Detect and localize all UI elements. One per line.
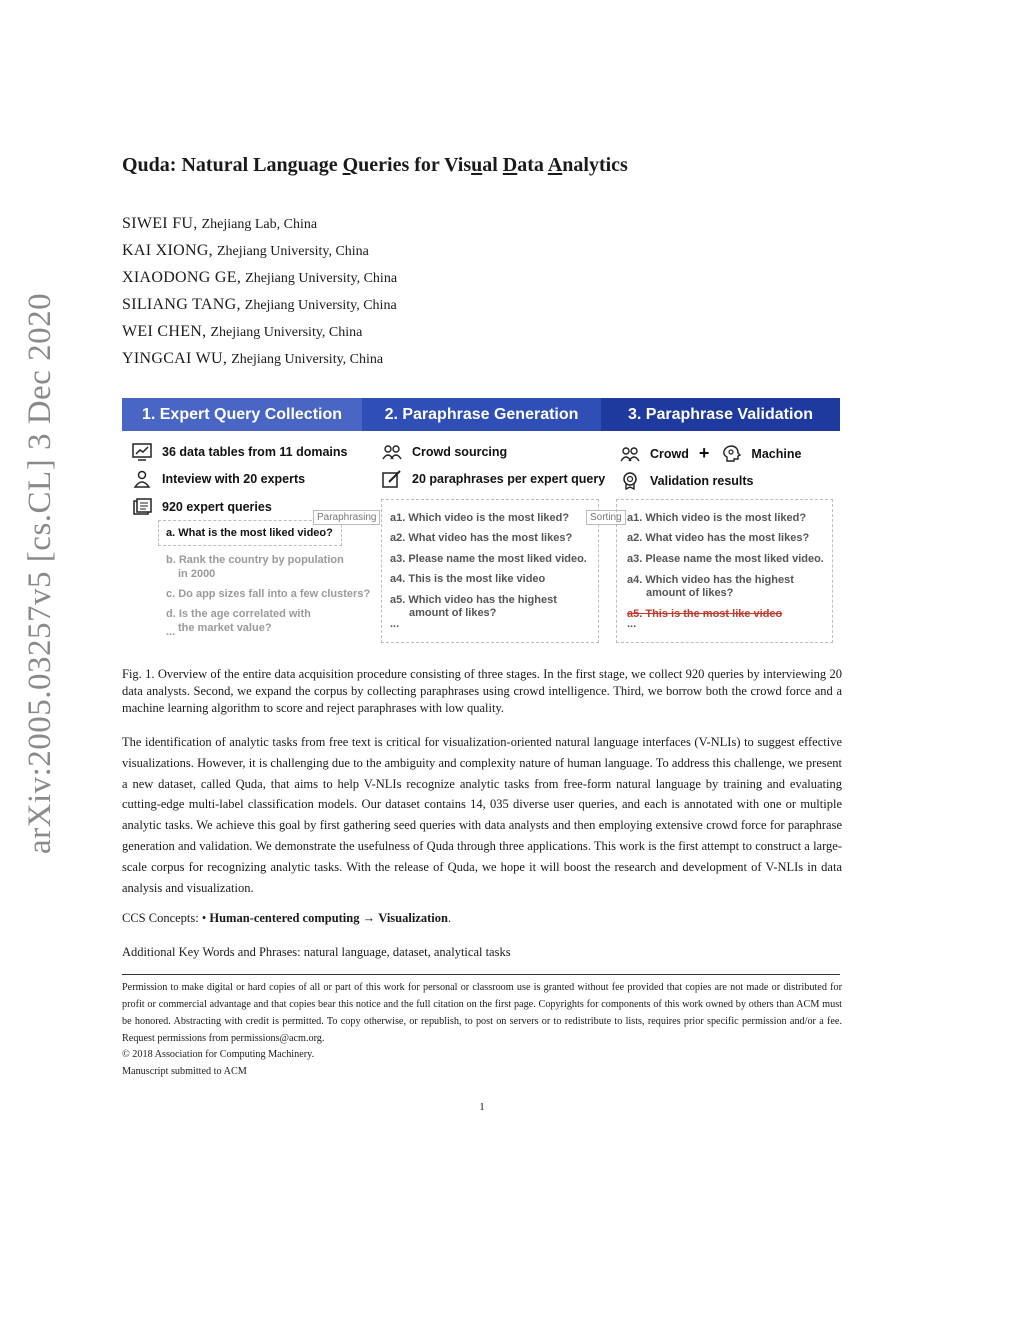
paraphrases-row bbox=[382, 470, 605, 488]
author: SIWEI FU, Zhejiang Lab, China bbox=[122, 215, 318, 232]
author: WEI CHEN, Zhejiang University, China bbox=[122, 323, 363, 340]
permission-notice: Permission to make digital or hard copies of all or part of this work for personal or classroom use is granted without fee provided that copies are not made or distributed for profit or commercial advantage and that copies bear this notice and the full citation on the first page. Copyrights for components of this work owned by others than ACM must be honored. Abstracting with credit is permitted. To copy otherwise, or republish, to post on servers or to redistribute to lists, requires prior specific permission and/or a fee. Request permissions from permissions@acm.org. bbox=[122, 982, 842, 1044]
interview-row bbox=[132, 470, 305, 488]
sorting-tag: Sorting bbox=[586, 510, 626, 525]
query-b: b. Rank the country by population bbox=[166, 554, 344, 566]
document-stack-icon bbox=[132, 498, 152, 516]
abstract: The identification of analytic tasks from free text is critical for visualization-oriented natural language interfaces (V-NLIs) to suggest effective visualizations. However, it is challenging due to the ambiguity and complexity nature of human language. To address this challenge, we present a new dataset, called Quda, that aims to help V-NLIs recognize analytic tasks from free-form natural language by training and evaluating cutting-edge multi-label classification models. Our dataset contains 14, 035 diverse user queries, and each is annotated with one or multiple analytic tasks. We achieve this goal by first gathering seed queries with data analysts and then employing extensive crowd force for paraphrase generation and validation. We demonstrate the usefulness of Quda through three applications. This work is the first attempt to construct a large-scale corpus for recognizing analytic tasks. With the release of Quda, we hope it will boost the research and development of V-NLIs in data analysis and visualization. bbox=[122, 735, 842, 895]
machine-label: Machine bbox=[751, 446, 802, 461]
validated-a4: a4. Which video has the highest bbox=[627, 574, 794, 586]
interview-label: Inteview with 20 experts bbox=[162, 472, 306, 486]
expert-queries-row bbox=[132, 498, 272, 516]
crowd-icon bbox=[620, 445, 640, 463]
paraphrase-a4: a4. This is the most like video bbox=[390, 573, 546, 585]
machine-brain-icon bbox=[721, 445, 741, 463]
badge-icon bbox=[620, 472, 640, 490]
figure-1 bbox=[122, 398, 840, 648]
keywords: Additional Key Words and Phrases: natural language, dataset, analytical tasks bbox=[122, 945, 511, 959]
paraphrase-more: ... bbox=[390, 618, 400, 630]
crowd-icon bbox=[382, 443, 402, 461]
data-tables-row bbox=[132, 443, 348, 461]
author: YINGCAI WU, Zhejiang University, China bbox=[122, 350, 384, 367]
validated-a2: a2. What video has the most likes? bbox=[627, 532, 810, 544]
query-more: ... bbox=[166, 626, 176, 638]
figure-caption: Fig. 1. Overview of the entire data acquisition procedure consisting of three stages. In the first stage, we collect 920 queries by interviewing 20 data analysts. Second, we expand the corpus by collecting paraphrases using crowd intelligence. Third, we borrow both the crowd force and a machine learning algorithm to score and reject paraphrases with low quality. bbox=[122, 667, 842, 715]
manuscript-line: Manuscript submitted to ACM bbox=[122, 1066, 247, 1077]
validation-results-label: Validation results bbox=[650, 474, 754, 488]
stage-bar bbox=[122, 398, 840, 431]
data-tables-label: 36 data tables from 11 domains bbox=[162, 445, 348, 459]
paraphrase-a5-cont: amount of likes? bbox=[409, 607, 497, 619]
paraphrase-a5: a5. Which video has the highest bbox=[390, 594, 557, 606]
validated-more: ... bbox=[627, 618, 637, 630]
ccs-concepts: CCS Concepts: • Human-centered computing → Visualization. bbox=[122, 911, 452, 925]
paraphrase-a3: a3. Please name the most liked video. bbox=[390, 553, 587, 565]
page-number: 1 bbox=[479, 1101, 485, 1113]
author: SILIANG TANG, Zhejiang University, China bbox=[122, 296, 397, 313]
copyright-block bbox=[122, 1046, 314, 1080]
expert-icon bbox=[132, 470, 152, 488]
rejected-a5: a5. This is the most like video bbox=[627, 608, 783, 620]
validated-a3: a3. Please name the most liked video. bbox=[627, 553, 824, 565]
author-list bbox=[122, 215, 397, 377]
chart-icon bbox=[132, 443, 152, 461]
paraphrase-a1: a1. Which video is the most liked? bbox=[390, 512, 570, 524]
paper-title: Quda: Natural Language Queries for Visual Data Analytics bbox=[122, 154, 628, 176]
query-b-cont: in 2000 bbox=[178, 568, 216, 580]
crowd-label: Crowd bbox=[650, 446, 689, 461]
author: KAI XIONG, Zhejiang University, China bbox=[122, 242, 369, 259]
crowd-machine-row bbox=[620, 443, 801, 464]
validated-a1: a1. Which video is the most liked? bbox=[627, 512, 807, 524]
author: XIAODONG GE, Zhejiang University, China bbox=[122, 269, 398, 286]
copyright-line: © 2018 Association for Computing Machinery. bbox=[122, 1049, 315, 1060]
crowd-sourcing-row bbox=[382, 443, 507, 461]
stage-paraphrase-generation: 2. Paraphrase Generation bbox=[362, 398, 601, 431]
arxiv-stamp: arXiv:2005.03257v5 [cs.CL] 3 Dec 2020 bbox=[22, 292, 58, 854]
query-d: d. Is the age correlated with bbox=[166, 608, 311, 620]
stage-paraphrase-validation: 3. Paraphrase Validation bbox=[601, 398, 840, 431]
edit-icon bbox=[382, 470, 402, 488]
query-d-cont: the market value? bbox=[178, 622, 272, 634]
crowd-sourcing-label: Crowd sourcing bbox=[412, 445, 508, 459]
validated-a4-cont: amount of likes? bbox=[646, 587, 734, 599]
paraphrases-label: 20 paraphrases per expert query bbox=[412, 472, 606, 486]
validation-results-row bbox=[620, 472, 754, 490]
plus-sign: + bbox=[698, 443, 710, 463]
query-a: a. What is the most liked video? bbox=[166, 527, 333, 539]
expert-queries-label: 920 expert queries bbox=[162, 500, 272, 514]
paraphrase-a2: a2. What video has the most likes? bbox=[390, 532, 573, 544]
paraphrasing-tag: Paraphrasing bbox=[313, 510, 380, 525]
query-c: c. Do app sizes fall into a few clusters? bbox=[166, 588, 371, 600]
footnote-rule bbox=[122, 974, 840, 975]
stage-expert-query-collection: 1. Expert Query Collection bbox=[122, 398, 362, 431]
